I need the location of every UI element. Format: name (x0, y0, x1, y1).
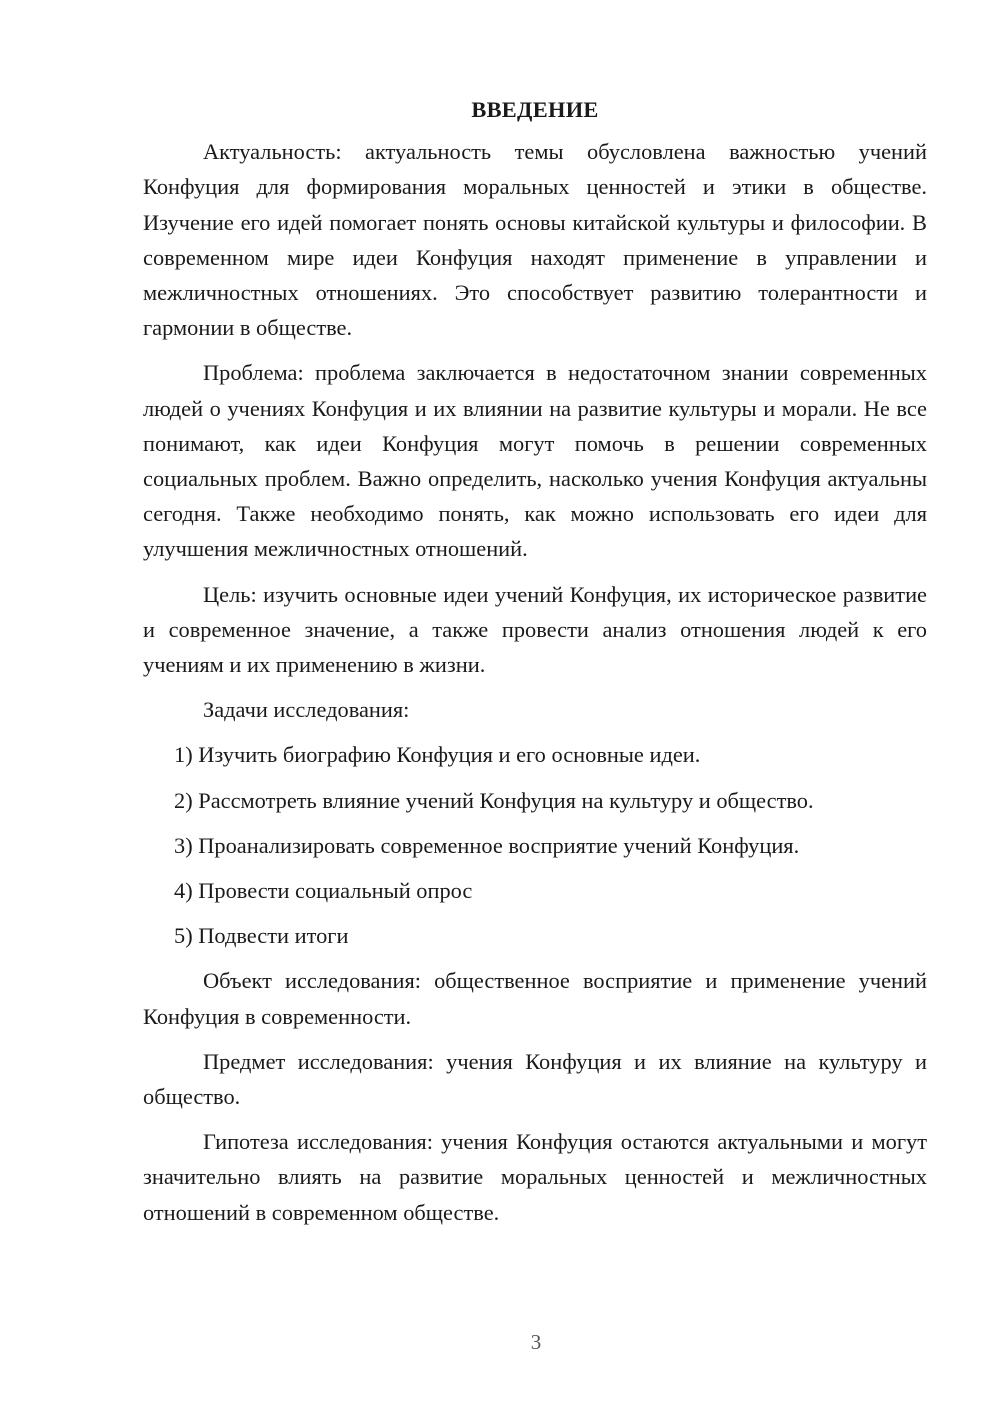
page-content (143, 92, 927, 1240)
task-list-item: 1) Изучить биографию Конфуция и его основные идеи. (174, 742, 701, 768)
problem-paragraph: Проблема: проблема заключается в недостаточном знании современных людей о учениях Конфуция и их влиянии на развитие культуры и морали. Не все понимают, как идеи Конфуция могут помочь в решении современных социальных проблем. Важно определить, насколько учения Конфуция актуальны сегодня. Также необходимо понять, как можно использовать его идеи для улучшения межличностных отношений. (143, 360, 927, 562)
subject-paragraph: Предмет исследования: учения Конфуция и их влияние на культуру и общество. (143, 1048, 927, 1110)
object-paragraph: Объект исследования: общественное восприятие и применение учений Конфуция в современности. (143, 968, 927, 1029)
hypothesis-paragraph: Гипотеза исследования: учения Конфуция остаются актуальными и могут значительно влиять на развитие моральных ценностей и межличностных отношений в современном обществе. (143, 1129, 927, 1225)
tasks-title: Задачи исследования: (203, 697, 410, 723)
section-heading: ВВЕДЕНИЕ (471, 97, 599, 122)
page-number: 3 (530, 1330, 542, 1354)
task-list-item: 5) Подвести итоги (174, 923, 349, 949)
task-list-item: 2) Рассмотреть влияние учений Конфуция на культуру и общество. (174, 787, 814, 813)
goal-paragraph: Цель: изучить основные идеи учений Конфуция, их историческое развитие и современное значение, а также провести анализ отношения людей к его учениям и их применению в жизни. (143, 581, 927, 678)
task-list-item: 3) Проанализировать современное восприятие учений Конфуция. (174, 832, 800, 858)
task-list-item: 4) Провести социальный опрос (174, 878, 473, 904)
relevance-paragraph: Актуальность: актуальность темы обусловлена важностью учений Конфуция для формирования моральных ценностей и этики в обществе. Изучение его идей помогает понять основы китайской культуры и философии. В современном мире идеи Конфуция находят применение в управлении и межличностных отношениях. Это способствует развитию толерантности и гармонии в обществе. (143, 139, 927, 341)
